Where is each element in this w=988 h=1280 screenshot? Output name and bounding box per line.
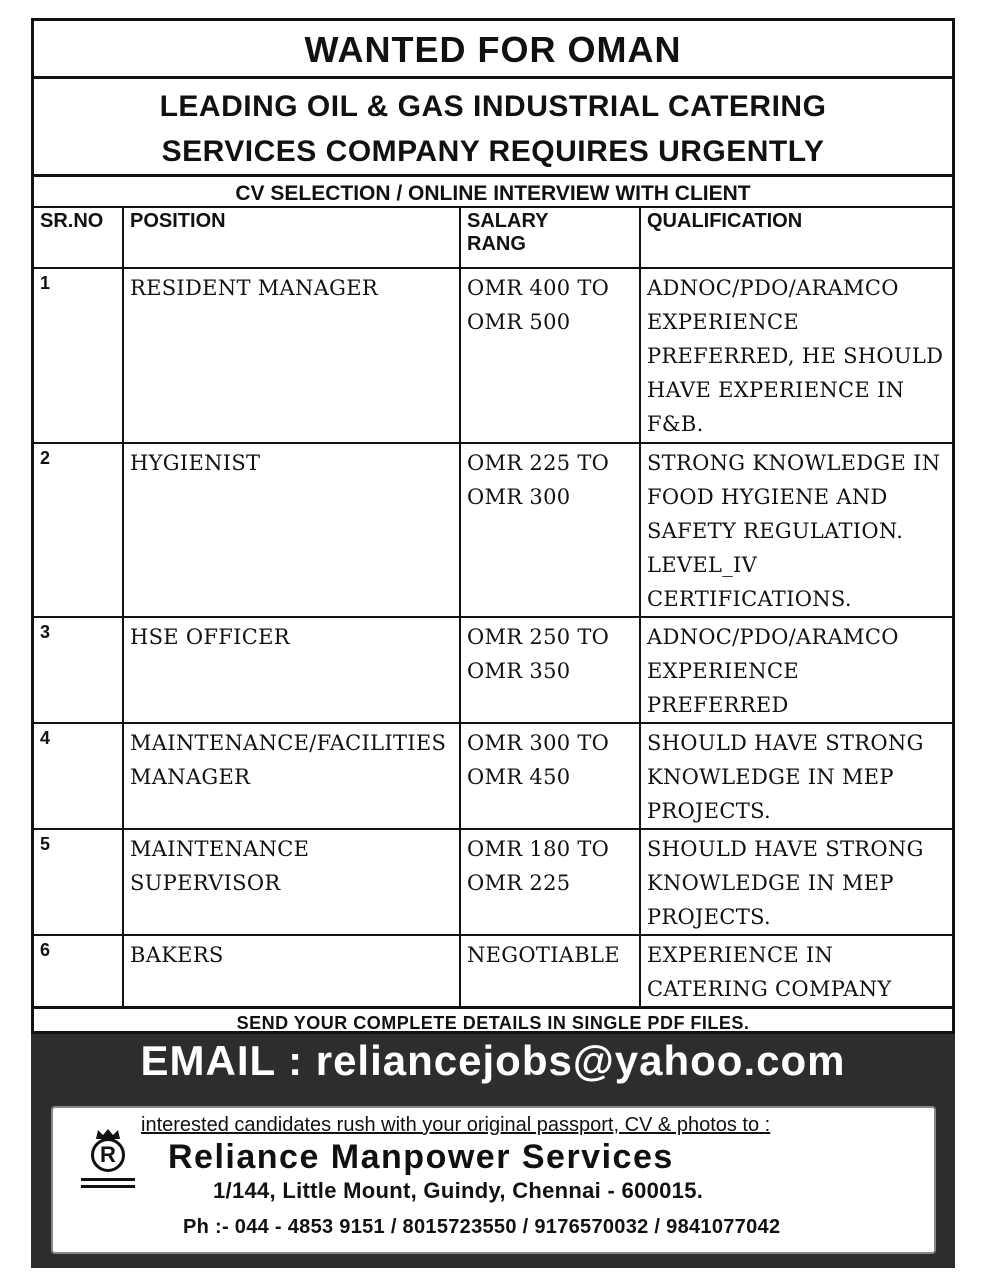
- logo-letter: R: [91, 1138, 125, 1172]
- row-qualification: SHOULD HAVE STRONG KNOWLEDGE IN MEP PROJECTS.: [640, 829, 952, 935]
- header-salary-line-1: SALARY: [467, 210, 549, 232]
- cv-selection-line: CV SELECTION / ONLINE INTERVIEW WITH CLIENT: [34, 177, 952, 208]
- row-salary: OMR 180 TO OMR 225: [460, 829, 640, 935]
- row-sr: 2: [34, 443, 123, 617]
- row-sr: 4: [34, 723, 123, 829]
- table-row: [34, 723, 952, 829]
- interest-text: interested candidates rush with your original passport, CV & photos to :: [141, 1114, 771, 1136]
- logo-bar: [81, 1185, 135, 1188]
- company-phone: Ph :- 044 - 4853 9151 / 8015723550 / 9176570032 / 9841077042: [183, 1216, 781, 1238]
- row-salary: NEGOTIABLE: [460, 935, 640, 1007]
- company-logo: [81, 1128, 135, 1192]
- row-qualification: SHOULD HAVE STRONG KNOWLEDGE IN MEP PROJECTS.: [640, 723, 952, 829]
- subtitle-line-1: LEADING OIL & GAS INDUSTRIAL CATERING: [159, 90, 827, 123]
- row-sr: 5: [34, 829, 123, 935]
- email-line: EMAIL : reliancejobs@yahoo.com: [140, 1037, 846, 1084]
- header-sr-no: SR.NO: [34, 208, 123, 268]
- table-row: [34, 268, 952, 443]
- table-row: [34, 829, 952, 935]
- row-position: MAINTENANCE/FACILITIES MANAGER: [123, 723, 460, 829]
- row-position: MAINTENANCE SUPERVISOR: [123, 829, 460, 935]
- row-sr: 3: [34, 617, 123, 723]
- row-qualification: ADNOC/PDO/ARAMCO EXPERIENCE PREFERRED: [640, 617, 952, 723]
- row-salary: OMR 400 TO OMR 500: [460, 268, 640, 443]
- company-name: Reliance Manpower Services: [168, 1138, 674, 1176]
- row-qualification: ADNOC/PDO/ARAMCO EXPERIENCE PREFERRED, HE SHOULD HAVE EXPERIENCE IN F&B.: [640, 268, 952, 443]
- row-qualification: EXPERIENCE IN CATERING COMPANY: [640, 935, 952, 1007]
- logo-bar: [81, 1178, 135, 1181]
- table-row: [34, 617, 952, 723]
- header-salary: [460, 208, 640, 268]
- agency-card: [51, 1106, 936, 1254]
- header-position: POSITION: [123, 208, 460, 268]
- header-salary-line-2: RANG: [467, 233, 526, 255]
- row-position: BAKERS: [123, 935, 460, 1007]
- row-position: HYGIENIST: [123, 443, 460, 617]
- send-details-line: SEND YOUR COMPLETE DETAILS IN SINGLE PDF FILES.: [34, 1006, 952, 1037]
- table-header-row: [34, 208, 952, 268]
- row-salary: OMR 225 TO OMR 300: [460, 443, 640, 617]
- row-sr: 6: [34, 935, 123, 1007]
- row-salary: OMR 300 TO OMR 450: [460, 723, 640, 829]
- positions-table: [34, 208, 952, 1008]
- job-ad-frame: [31, 18, 955, 1034]
- subtitle-line-2: SERVICES COMPANY REQUIRES URGENTLY: [161, 135, 825, 168]
- table-row: [34, 935, 952, 1007]
- header-qualification: QUALIFICATION: [640, 208, 952, 268]
- row-sr: 1: [34, 268, 123, 443]
- company-address: 1/144, Little Mount, Guindy, Chennai - 600015.: [213, 1178, 704, 1203]
- row-salary: OMR 250 TO OMR 350: [460, 617, 640, 723]
- row-position: RESIDENT MANAGER: [123, 268, 460, 443]
- contact-banner: [31, 1034, 955, 1268]
- table-row: [34, 443, 952, 617]
- subtitle: [34, 79, 952, 177]
- row-position: HSE OFFICER: [123, 617, 460, 723]
- page-title: WANTED FOR OMAN: [34, 21, 952, 79]
- row-qualification: STRONG KNOWLEDGE IN FOOD HYGIENE AND SAFETY REGULATION. LEVEL_IV CERTIFICATIONS.: [640, 443, 952, 617]
